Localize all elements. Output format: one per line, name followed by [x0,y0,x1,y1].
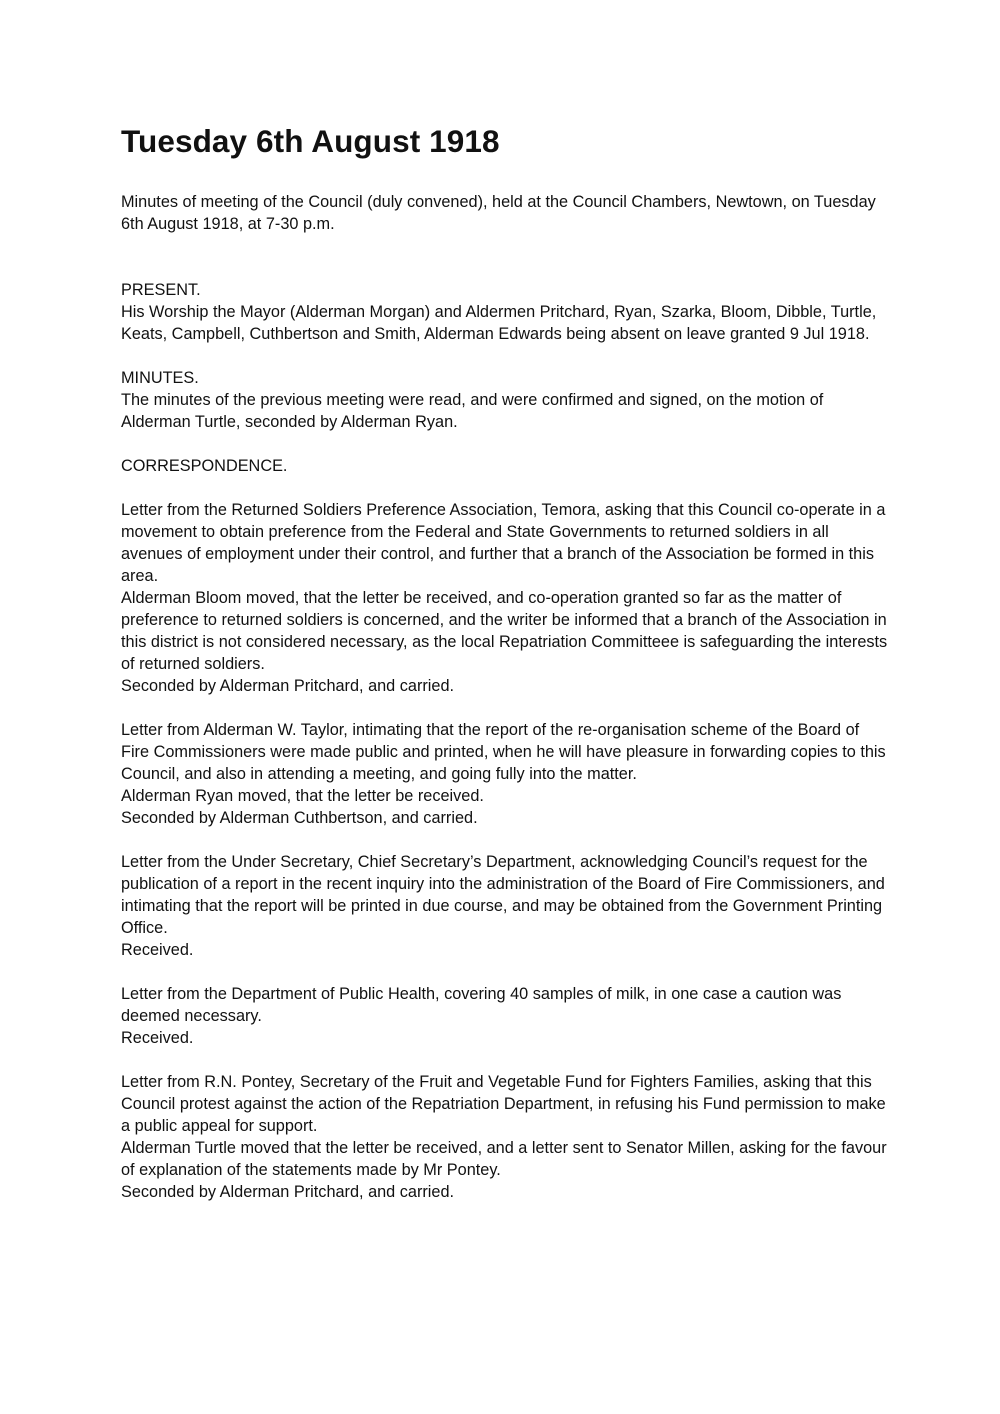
page-title: Tuesday 6th August 1918 [121,123,500,159]
correspondence-item-1 [121,499,891,697]
letter-text: Letter from R.N. Pontey, Secretary of the Fruit and Vegetable Fund for Fighters Families, asking that this Council protest against the action of the Repatriation Department, in refusing his Fund permission to make a public appeal for support. [121,1073,886,1135]
document-page [121,118,891,1203]
letter-text: Letter from Alderman W. Taylor, intimating that the report of the re-organisation scheme of the Board of Fire Commissioners were made public and printed, when he will have pleasure in forwarding copies to this Council, and also in attending a meeting, and going fully into the matter. [121,721,886,783]
correspondence-item-2 [121,719,891,829]
intro-paragraph: Minutes of meeting of the Council (duly convened), held at the Council Chambers, Newtown, on Tuesday 6th August 1918, at 7-30 p.m. [121,193,876,233]
correspondence-item-5 [121,1071,891,1203]
outcome-text: Seconded by Alderman Cuthbertson, and carried. [121,809,478,827]
motion-text: Alderman Ryan moved, that the letter be received. [121,787,484,805]
outcome-text: Received. [121,1029,194,1047]
minutes-heading: MINUTES. [121,369,199,387]
letter-text: Letter from the Department of Public Health, covering 40 samples of milk, in one case a caution was deemed necessary. [121,985,842,1025]
outcome-text: Received. [121,941,194,959]
outcome-text: Seconded by Alderman Pritchard, and carried. [121,677,455,695]
correspondence-item-3 [121,851,891,961]
letter-text: Letter from the Returned Soldiers Preference Association, Temora, asking that this Council co-operate in a movement to obtain preference from the Federal and State Governments to returned soldiers in all avenues of employment under their control, and further that a branch of the Association be formed in this area. [121,501,886,585]
minutes-text: The minutes of the previous meeting were read, and were confirmed and signed, on the motion of Alderman Turtle, seconded by Alderman Ryan. [121,391,824,431]
outcome-text: Seconded by Alderman Pritchard, and carried. [121,1183,455,1201]
motion-text: Alderman Turtle moved that the letter be received, and a letter sent to Senator Millen, asking for the favour of explanation of the statements made by Mr Pontey. [121,1139,887,1179]
correspondence-heading: CORRESPONDENCE. [121,457,288,475]
present-heading: PRESENT. [121,281,201,299]
letter-text: Letter from the Under Secretary, Chief Secretary’s Department, acknowledging Council’s request for the publication of a report in the recent inquiry into the administration of the Board of Fire Commissioners, and intimating that the report will be printed in due course, and may be obtained from the Government Printing Office. [121,853,885,937]
correspondence-item-4 [121,983,891,1049]
motion-text: Alderman Bloom moved, that the letter be received, and co-operation granted so far as the matter of preference to returned soldiers is concerned, and the writer be informed that a branch of the Association in this district is not considered necessary, as the local Repatriation Committeee is safeguarding the interests of returned soldiers. [121,589,888,673]
present-text: His Worship the Mayor (Alderman Morgan) and Aldermen Pritchard, Ryan, Szarka, Bloom, Dibble, Turtle, Keats, Campbell, Cuthbertson and Smith, Alderman Edwards being absent on leave granted 9 Jul 1918. [121,303,877,343]
